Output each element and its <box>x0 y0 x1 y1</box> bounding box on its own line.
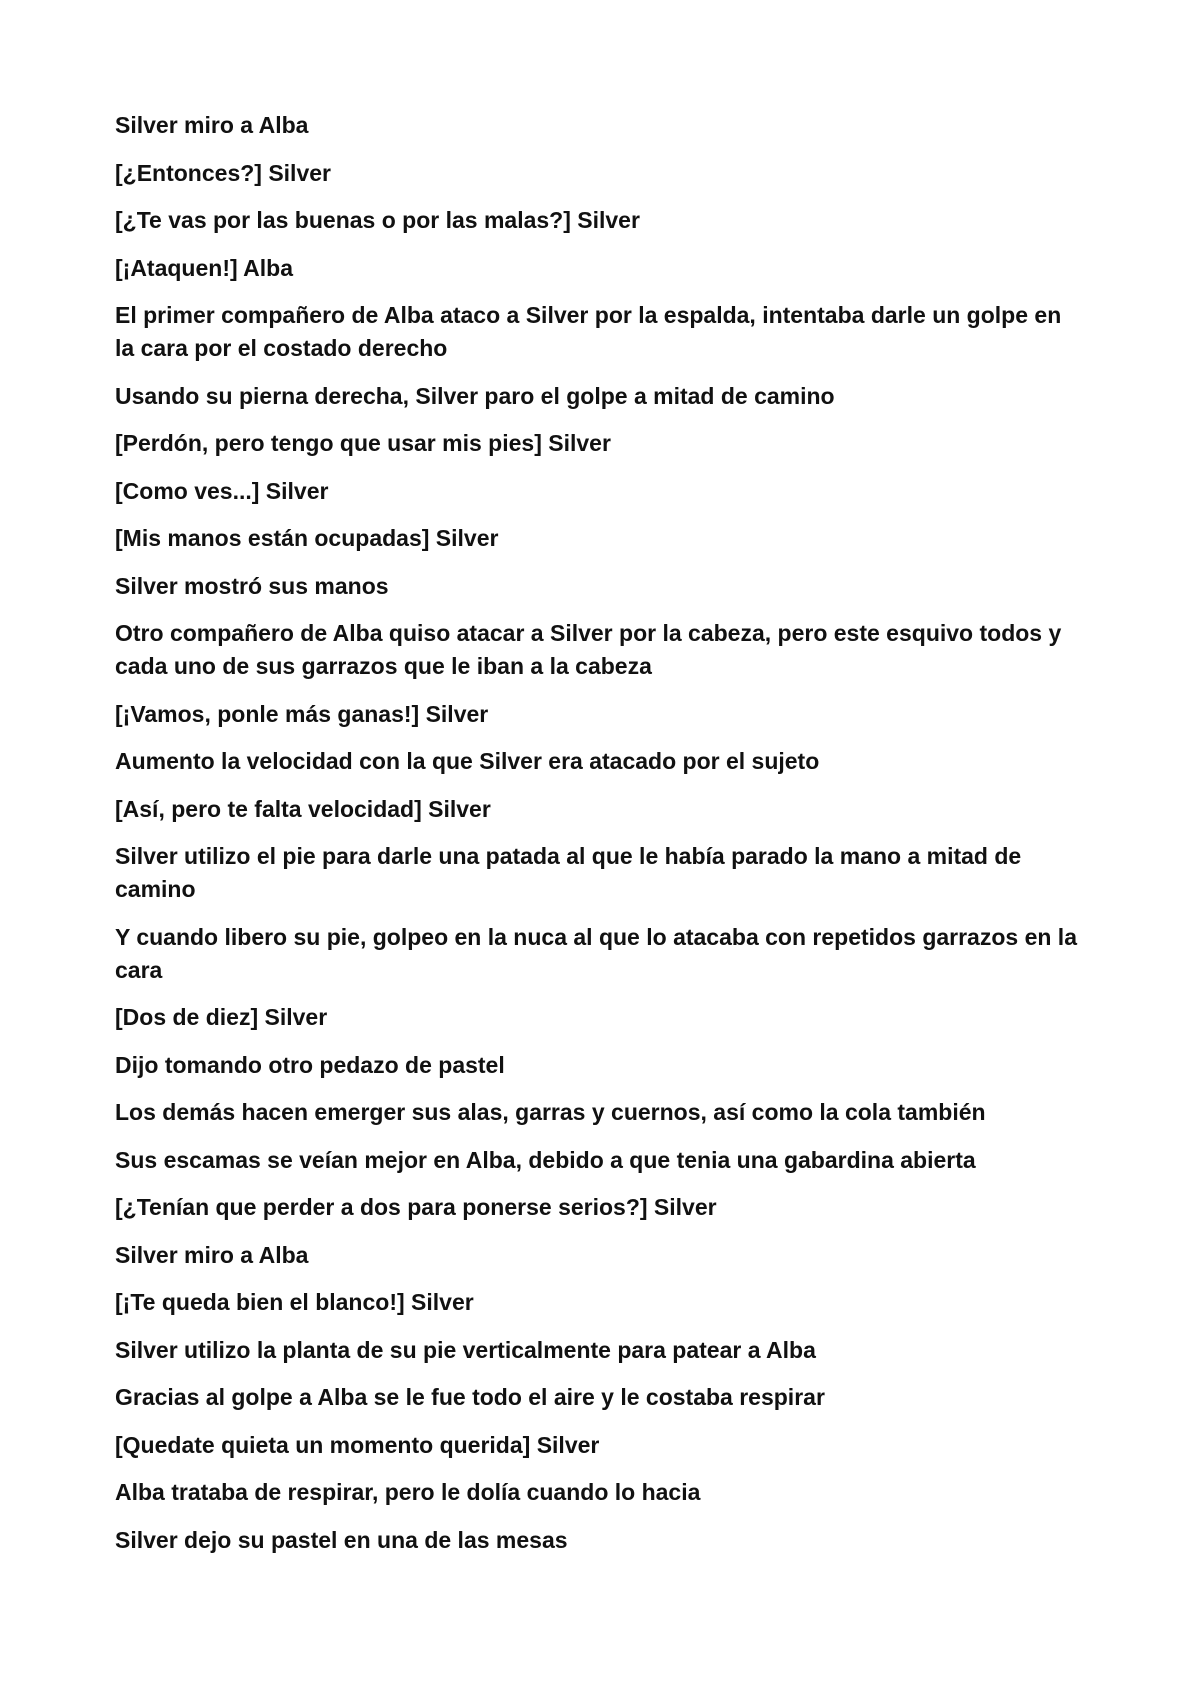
paragraph: Silver mostró sus manos <box>115 572 389 599</box>
paragraph: [Mis manos están ocupadas] Silver <box>115 525 499 551</box>
paragraph: Silver dejo su pastel en una de las mesas <box>115 1526 568 1553</box>
document-body <box>115 109 1080 1571</box>
paragraph: [Quedate quieta un momento querida] Silver <box>115 1431 600 1458</box>
paragraph: [¡Ataquen!] Alba <box>115 254 294 281</box>
paragraph: [Como ves...] Silver <box>115 477 329 504</box>
paragraph: Silver miro a Alba <box>115 112 309 138</box>
paragraph: Alba trataba de respirar, pero le dolía cuando lo hacia <box>115 1479 701 1505</box>
paragraph: [¿Tenían que perder a dos para ponerse serios?] Silver <box>115 1194 717 1220</box>
paragraph: [¡Te queda bien el blanco!] Silver <box>115 1289 474 1315</box>
paragraph: [¿Te vas por las buenas o por las malas?] Silver <box>115 207 640 233</box>
paragraph: Dijo tomando otro pedazo de pastel <box>115 1051 505 1078</box>
paragraph: [¡Vamos, ponle más ganas!] Silver <box>115 700 489 727</box>
paragraph: [Dos de diez] Silver <box>115 1004 328 1030</box>
paragraph: Los demás hacen emerger sus alas, garras y cuernos, así como la cola también <box>115 1099 986 1125</box>
paragraph: Usando su pierna derecha, Silver paro el golpe a mitad de camino <box>115 382 835 409</box>
paragraph: [Así, pero te falta velocidad] Silver <box>115 795 491 822</box>
paragraph: [¿Entonces?] Silver <box>115 159 331 186</box>
paragraph: Silver miro a Alba <box>115 1241 309 1268</box>
paragraph: [Perdón, pero tengo que usar mis pies] Silver <box>115 430 611 456</box>
paragraph: Gracias al golpe a Alba se le fue todo el aire y le costaba respirar <box>115 1384 825 1410</box>
paragraph: El primer compañero de Alba ataco a Silver por la espalda, intentaba darle un golpe en la cara por el costado derecho <box>115 302 1062 361</box>
paragraph: Y cuando libero su pie, golpeo en la nuca al que lo atacaba con repetidos garrazos en la cara <box>115 923 1077 983</box>
paragraph: Silver utilizo el pie para darle una patada al que le había parado la mano a mitad de camino <box>115 843 1022 902</box>
paragraph: Otro compañero de Alba quiso atacar a Silver por la cabeza, pero este esquivo todos y cada uno de sus garrazos que le iban a la cabeza <box>115 620 1062 679</box>
paragraph: Silver utilizo la planta de su pie verticalmente para patear a Alba <box>115 1336 816 1363</box>
paragraph: Aumento la velocidad con la que Silver era atacado por el sujeto <box>115 748 820 774</box>
paragraph: Sus escamas se veían mejor en Alba, debido a que tenia una gabardina abierta <box>115 1146 976 1173</box>
